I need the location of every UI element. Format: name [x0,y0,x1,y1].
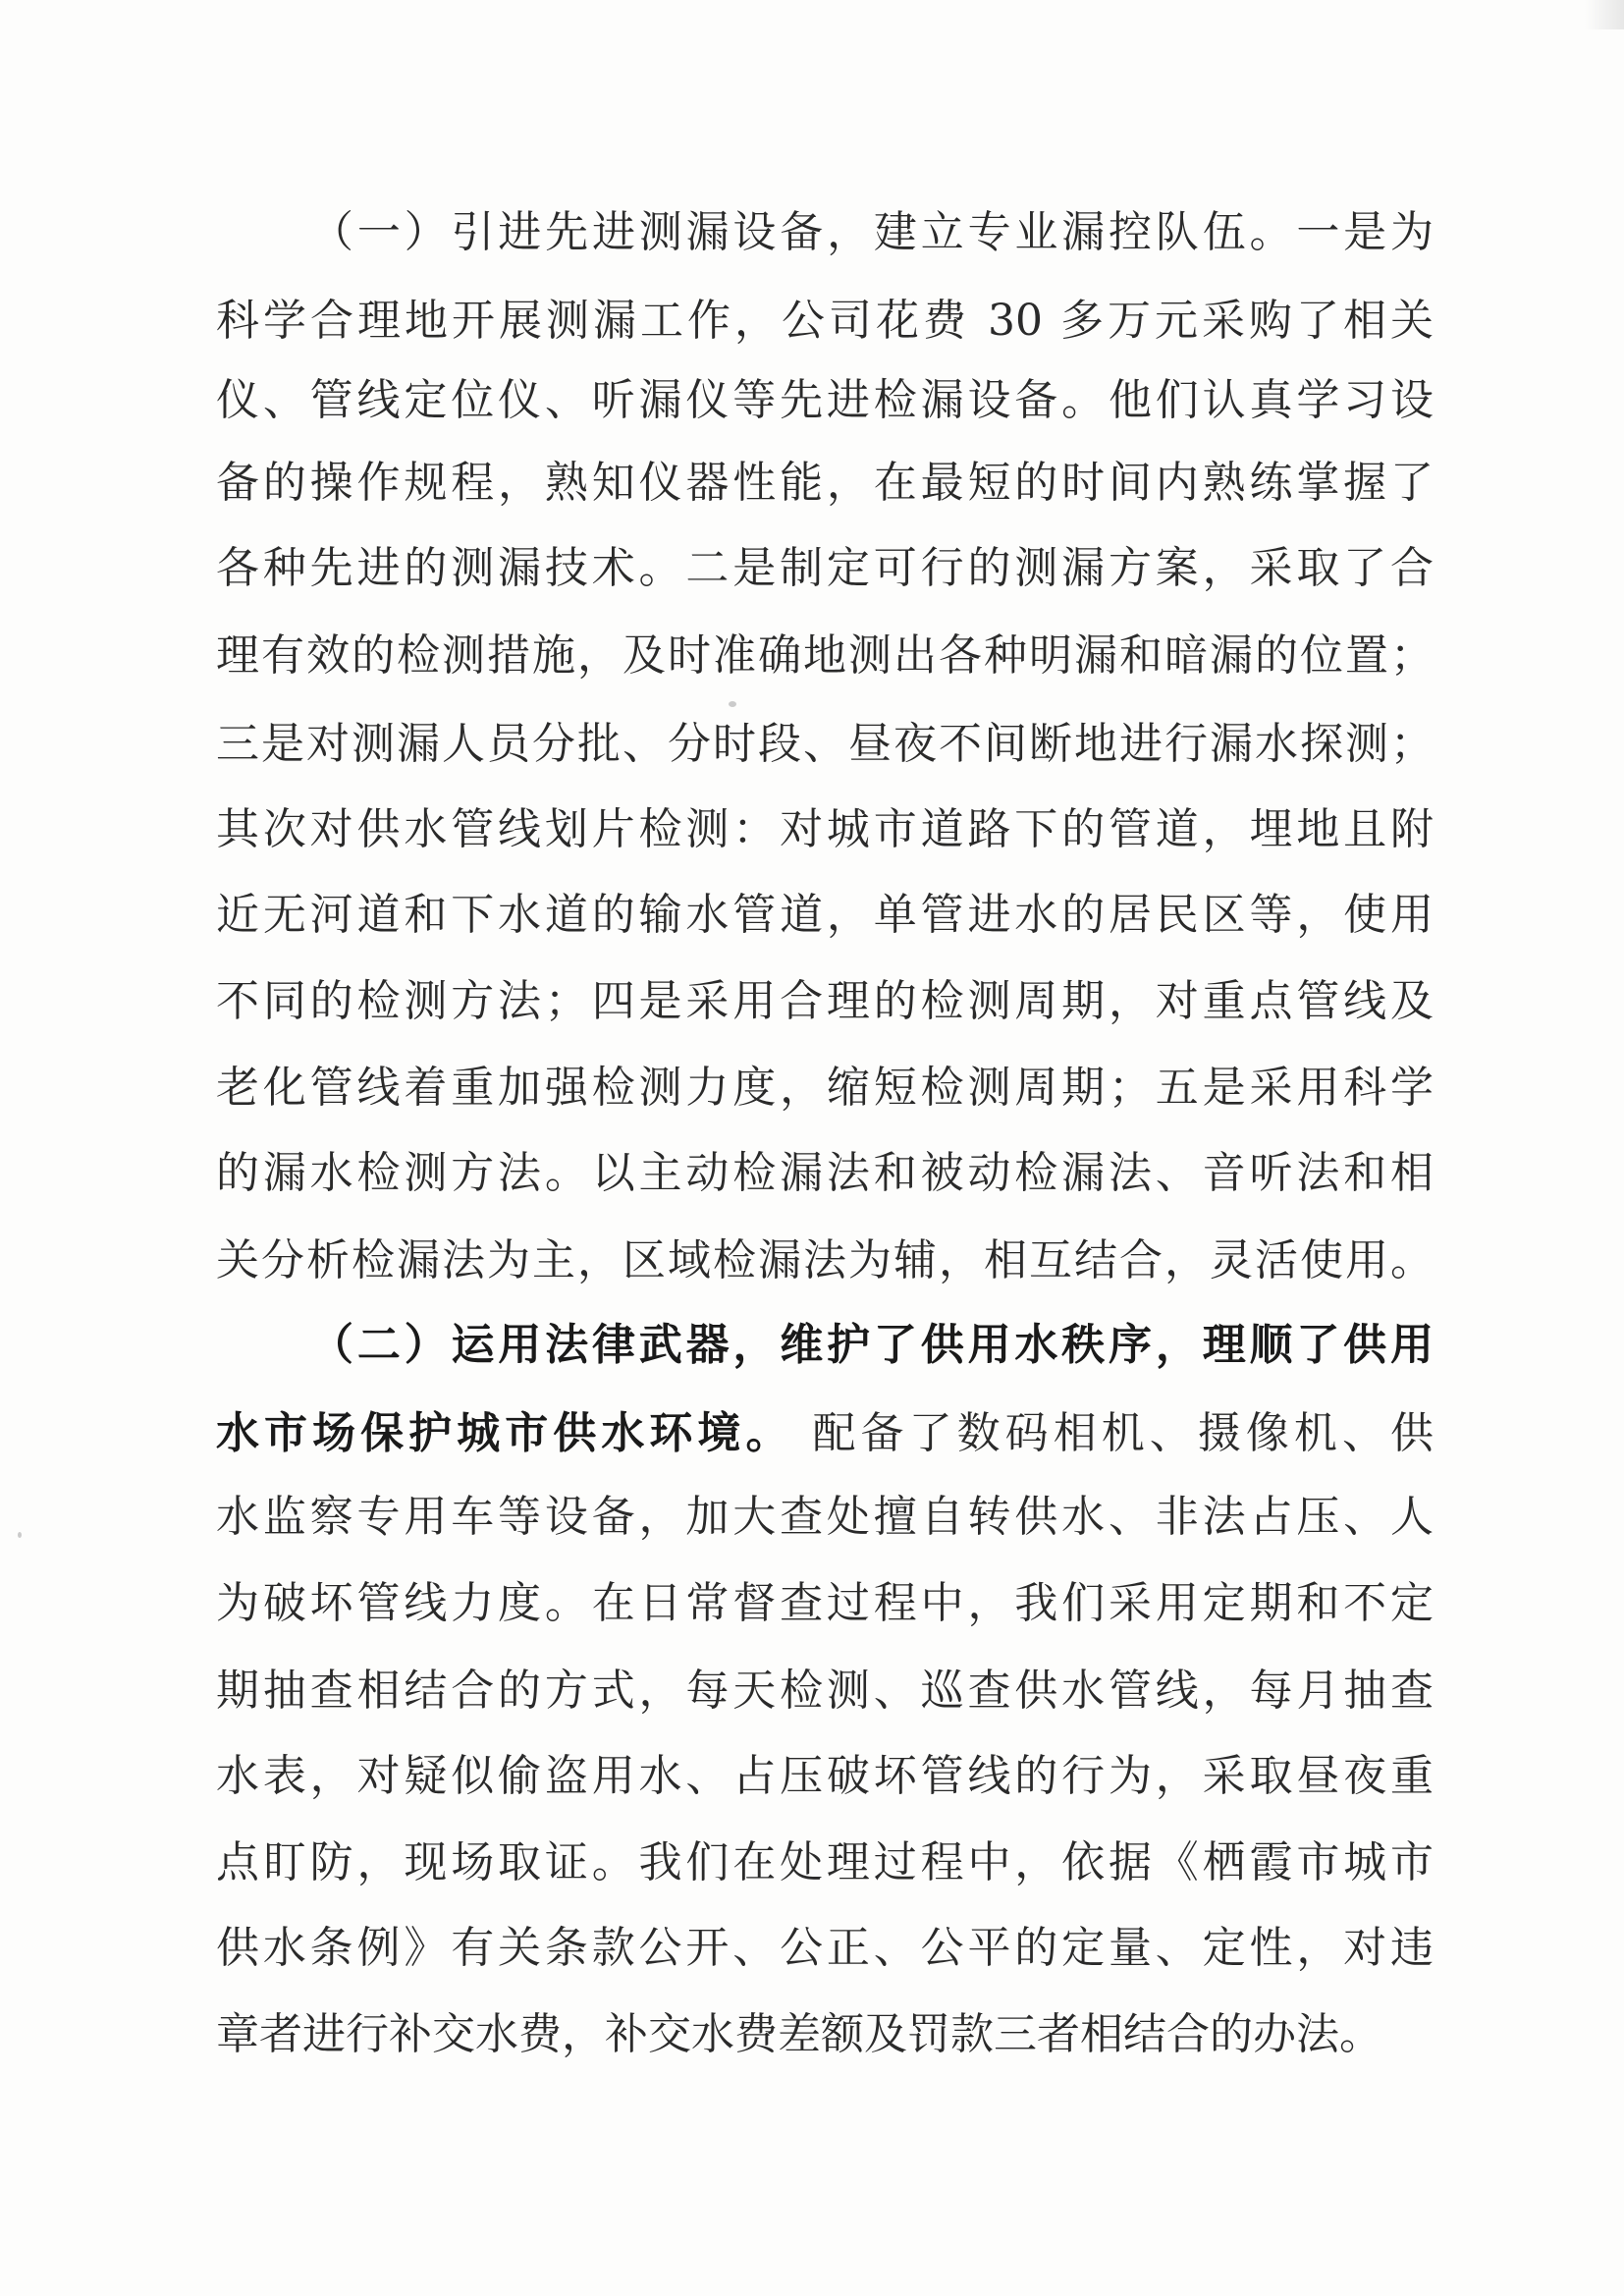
paragraph-1-line-7: 三是对测漏人员分批、分时段、昼夜不间断地进行漏水探测； [216,719,1434,769]
paragraph-2-line-7: 点盯防，现场取证。我们在处理过程中，依据《栖霞市城市 [216,1837,1434,1887]
paragraph-1-line-13: 关分析检漏法为主，区域检漏法为辅，相互结合，灵活使用。 [216,1235,1434,1285]
paragraph-1-line-4: 备的操作规程，熟知仪器性能，在最短的时间内熟练掌握了 [216,458,1434,508]
paragraph-2-line-3: 水监察专用车等设备，加大查处擅自转供水、非法占压、人 [216,1492,1434,1542]
paragraph-2-line-4: 为破坏管线力度。在日常督查过程中，我们采用定期和不定 [216,1578,1434,1628]
paragraph-2-line-6: 水表，对疑似偷盗用水、占压破坏管线的行为，采取昼夜重 [216,1751,1434,1801]
paragraph-1-line-6: 理有效的检测措施，及时准确地测出各种明漏和暗漏的位置； [216,630,1434,681]
paragraph-1-line-2: 科学合理地开展测漏工作，公司花费 30 多万元采购了相关 [216,296,1434,346]
paragraph-2-heading-line-1 [310,1301,1434,1390]
paragraph-2-heading-tail: 水市场保护城市供水环境。 [216,1408,794,1458]
paragraph-2-heading-bold: （二）运用法律武器，维护了供用水秩序，理顺了供用 [310,1320,1434,1370]
paragraph-1-line-9: 近无河道和下水道的输水管道，单管进水的居民区等，使用 [216,890,1434,940]
paragraph-2-line-9: 章者进行补交水费，补交水费差额及罚款三者相结合的办法。 [216,2009,1382,2059]
paragraph-2-line-2 [216,1390,1434,1478]
paragraph-1-line-3: 仪、管线定位仪、听漏仪等先进检漏设备。他们认真学习设 [216,375,1434,425]
paragraph-1-line-8: 其次对供水管线划片检测：对城市道路下的管道，埋地且附 [216,804,1434,854]
scan-speck [18,1532,22,1538]
paragraph-2-line-5: 期抽查相结合的方式，每天检测、巡查供水管线，每月抽查 [216,1666,1434,1716]
paragraph-1-line-12: 的漏水检测方法。以主动检漏法和被动检漏法、音听法和相 [216,1148,1434,1198]
paragraph-1-line-5: 各种先进的测漏技术。二是制定可行的测漏方案，采取了合 [216,543,1434,593]
paragraph-2-line-2-text: 配备了数码相机、摄像机、供 [793,1408,1434,1458]
paragraph-1-line-1: （一）引进先进测漏设备，建立专业漏控队伍。一是为 [310,207,1434,257]
paragraph-1-line-10: 不同的检测方法；四是采用合理的检测周期，对重点管线及 [216,976,1434,1026]
scan-edge-shadow [1585,0,1624,29]
paragraph-2-line-8: 供水条例》有关条款公开、公正、公平的定量、定性，对违 [216,1923,1434,1973]
paragraph-1-line-11: 老化管线着重加强检测力度，缩短检测周期；五是采用科学 [216,1063,1434,1113]
